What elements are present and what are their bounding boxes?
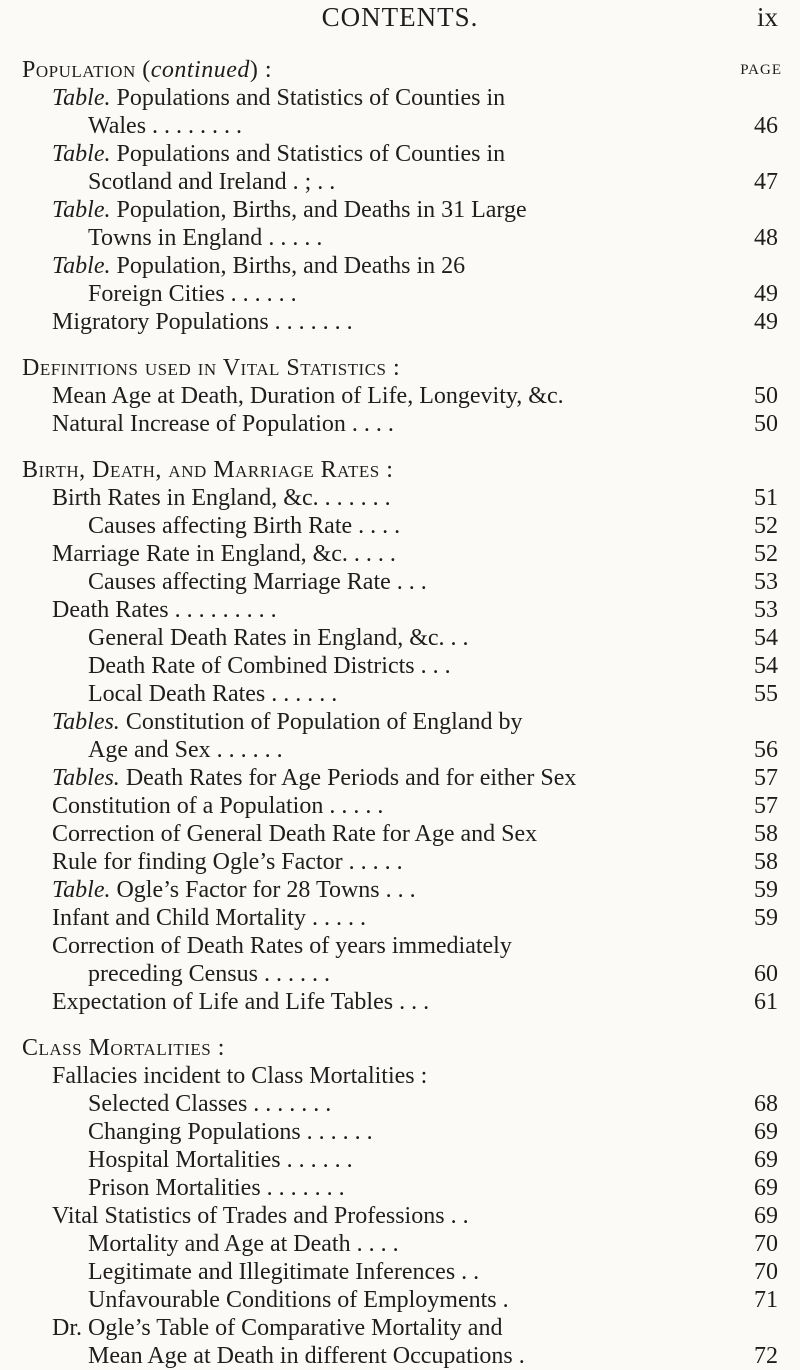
entry-title: Legitimate and Illegitimate Inferences <box>88 1259 456 1285</box>
entry-label: Tables. <box>52 765 120 791</box>
entry-title-cont: Wales <box>88 113 147 139</box>
entry-title: Local Death Rates <box>88 681 266 707</box>
entry-text <box>52 764 576 792</box>
toc-entry <box>0 1202 800 1230</box>
entry-text <box>52 988 429 1016</box>
entry-text <box>52 904 366 932</box>
entry-title: Ogle’s Factor for 28 Towns <box>116 877 380 903</box>
page-number: 52 <box>754 541 778 567</box>
toc-entry <box>0 820 800 848</box>
page-number: 56 <box>754 737 778 763</box>
page-number-roman: ix <box>756 2 778 32</box>
entry-title: Expectation of Life and Life Tables <box>52 989 394 1015</box>
toc-entry <box>0 1062 800 1090</box>
entry-title: Causes affecting Marriage Rate <box>88 569 391 595</box>
page-number: 59 <box>754 877 778 903</box>
toc-entry <box>0 568 800 596</box>
leader-dots: . . . <box>393 989 430 1015</box>
leader-dots: . . . . . . <box>257 961 330 987</box>
page-number: 48 <box>754 225 778 251</box>
entry-text <box>52 382 564 410</box>
entry-title: Unfavourable Conditions of Employments <box>88 1287 497 1313</box>
page-number: 58 <box>754 849 778 875</box>
leader-dots: . . <box>444 1203 469 1229</box>
entry-text <box>52 876 416 904</box>
leader-dots: . . . . <box>345 411 394 437</box>
entry-text <box>52 1314 502 1342</box>
entry-continuation <box>88 736 283 764</box>
page-number: 71 <box>754 1287 778 1313</box>
entry-text <box>52 932 512 960</box>
entry-title: Migratory Populations <box>52 309 269 335</box>
entry-text <box>52 84 505 112</box>
toc-entry-continuation <box>0 112 800 140</box>
toc-entry <box>0 1258 800 1286</box>
page-number: 53 <box>754 597 778 623</box>
entry-title: Populations and Statistics of Counties in <box>116 141 506 167</box>
entry-text <box>88 1286 509 1314</box>
entry-title-cont: preceding Census <box>88 961 258 987</box>
entry-title: Constitution of a Population <box>52 793 324 819</box>
toc-entry <box>0 792 800 820</box>
page-number: 57 <box>754 765 778 791</box>
page-number: 53 <box>754 569 778 595</box>
toc-entry-continuation <box>0 224 800 252</box>
entry-title: Infant and Child Mortality <box>52 905 306 931</box>
leader-dots: . . . . . <box>305 905 366 931</box>
leader-dots: . . . . . . <box>265 681 338 707</box>
entry-title: Dr. Ogle’s Table of Comparative Mortality and <box>52 1315 503 1341</box>
entry-text <box>88 1258 479 1286</box>
entry-title: Hospital Mortalities <box>88 1147 281 1173</box>
entry-title: Changing Populations <box>88 1119 301 1145</box>
page-number: 52 <box>754 513 778 539</box>
page-number: 54 <box>754 625 778 651</box>
page-number: 69 <box>754 1119 778 1145</box>
entry-text <box>52 596 277 624</box>
entry-text <box>52 410 394 438</box>
section-heading-text: Definitions used in Vital Statistics : <box>22 355 401 381</box>
leader-dots: . . . . . . . . . <box>168 597 277 623</box>
entry-text <box>52 1062 427 1090</box>
entry-title: Birth Rates in England, &c. <box>52 485 319 511</box>
entry-text <box>88 624 469 652</box>
entry-text <box>52 1202 469 1230</box>
leader-dots: . . . . . . . . <box>146 113 243 139</box>
running-head-title: CONTENTS. <box>321 2 479 32</box>
section-heading <box>0 354 800 382</box>
entry-continuation <box>88 960 330 988</box>
section-heading <box>0 456 800 484</box>
toc-entry <box>0 540 800 568</box>
toc-entry <box>0 624 800 652</box>
entry-title: Death Rates <box>52 597 169 623</box>
page-number: 70 <box>754 1259 778 1285</box>
leader-dots: . . . <box>390 569 427 595</box>
entry-label: Table. <box>52 253 111 279</box>
toc-entry <box>0 140 800 168</box>
running-head <box>0 2 800 42</box>
leader-dots: . . . . <box>350 1231 399 1257</box>
page-number: 49 <box>754 309 778 335</box>
entry-continuation <box>88 1342 525 1370</box>
entry-text <box>52 308 353 336</box>
page-number: 58 <box>754 821 778 847</box>
entry-text <box>52 792 383 820</box>
page-column-label: PAGE <box>740 62 782 78</box>
page-number: 47 <box>754 169 778 195</box>
entry-text <box>88 1090 331 1118</box>
entry-text <box>52 484 391 512</box>
entry-title-cont: Mean Age at Death in different Occupations <box>88 1343 513 1369</box>
toc-entry <box>0 512 800 540</box>
toc-entry <box>0 252 800 280</box>
leader-dots: . . . . . <box>342 849 403 875</box>
entry-title: Death Rate of Combined Districts <box>88 653 415 679</box>
entry-title: Population, Births, and Deaths in 31 Large <box>116 197 527 223</box>
toc-entry-continuation <box>0 168 800 196</box>
page-number: 69 <box>754 1203 778 1229</box>
toc-entry <box>0 848 800 876</box>
toc-entry <box>0 1286 800 1314</box>
leader-dots: . . . . <box>352 513 401 539</box>
entry-title: Mean Age at Death, Duration of Life, Longevity, &c. <box>52 383 564 409</box>
entry-title: Causes affecting Birth Rate <box>88 513 353 539</box>
entry-text <box>88 652 451 680</box>
entry-title: Death Rates for Age Periods and for either Sex <box>125 765 577 791</box>
entry-label: Table. <box>52 85 111 111</box>
page-number: 72 <box>754 1343 778 1369</box>
toc-entry <box>0 382 800 410</box>
leader-dots: . . . . . . <box>210 737 283 763</box>
toc-entry <box>0 764 800 792</box>
page-number: 61 <box>754 989 778 1015</box>
page-number: 50 <box>754 411 778 437</box>
page-number: 46 <box>754 113 778 139</box>
section-heading <box>0 1034 800 1062</box>
leader-dots: . . . <box>379 877 416 903</box>
page-number: 51 <box>754 485 778 511</box>
section-heading <box>0 56 800 84</box>
toc-entry-continuation <box>0 280 800 308</box>
leader-dots: . <box>496 1287 509 1313</box>
toc-entry-continuation <box>0 960 800 988</box>
entry-title-cont: Foreign Cities <box>88 281 225 307</box>
entry-text <box>88 568 427 596</box>
entry-title: Population, Births, and Deaths in 26 <box>116 253 466 279</box>
leader-dots: . . . . . . . <box>260 1175 345 1201</box>
entry-label: Tables. <box>52 709 120 735</box>
toc-entry <box>0 876 800 904</box>
page-number: 54 <box>754 653 778 679</box>
leader-dots: . . <box>444 625 469 651</box>
entry-title: Selected Classes <box>88 1091 248 1117</box>
toc-entry <box>0 1090 800 1118</box>
page-number: 55 <box>754 681 778 707</box>
entry-title: Correction of Death Rates of years immediately <box>52 933 512 959</box>
entry-text <box>88 680 337 708</box>
entry-title: Fallacies incident to Class Mortalities : <box>52 1063 428 1089</box>
section-gap <box>0 1016 800 1034</box>
entry-title-cont: Towns in England <box>88 225 263 251</box>
toc-entry <box>0 308 800 336</box>
entry-title: Rule for finding Ogle’s Factor <box>52 849 343 875</box>
leader-dots: . . . . . . . <box>247 1091 332 1117</box>
leader-dots: . . . . . . . <box>268 309 353 335</box>
entry-continuation <box>88 224 322 252</box>
entry-text <box>88 1118 373 1146</box>
entry-text <box>52 848 403 876</box>
page-number: 49 <box>754 281 778 307</box>
section-heading-text: Class Mortalities : <box>22 1035 225 1061</box>
leader-dots: . ; . . <box>286 169 336 195</box>
toc-entry <box>0 1118 800 1146</box>
toc-entry <box>0 1146 800 1174</box>
entry-text <box>52 252 465 280</box>
entry-text <box>52 708 522 736</box>
entry-continuation <box>88 280 297 308</box>
toc-entry <box>0 652 800 680</box>
leader-dots: . . . . . . <box>280 1147 353 1173</box>
toc-entry <box>0 84 800 112</box>
toc-entry <box>0 904 800 932</box>
entry-text <box>88 512 400 540</box>
page-number: 69 <box>754 1147 778 1173</box>
toc-entry <box>0 1174 800 1202</box>
entry-title-cont: Scotland and Ireland <box>88 169 287 195</box>
section-heading-text: Birth, Death, and Marriage Rates : <box>22 457 394 483</box>
leader-dots: . . <box>455 1259 480 1285</box>
entry-title: Constitution of Population of England by <box>125 709 523 735</box>
entry-title: Prison Mortalities <box>88 1175 261 1201</box>
entry-text <box>52 196 527 224</box>
toc-entry <box>0 410 800 438</box>
entry-label: Table. <box>52 197 111 223</box>
entry-continuation <box>88 112 242 140</box>
section-heading-text: Population (continued) : <box>22 57 273 83</box>
section-gap <box>0 336 800 354</box>
entry-title: Populations and Statistics of Counties in <box>116 85 506 111</box>
toc-entry-continuation <box>0 736 800 764</box>
entry-title: Natural Increase of Population <box>52 411 346 437</box>
entry-title: Marriage Rate in England, &c. <box>52 541 348 567</box>
page-number: 57 <box>754 793 778 819</box>
toc-entry <box>0 1230 800 1258</box>
entry-text <box>88 1146 353 1174</box>
toc-entry <box>0 932 800 960</box>
leader-dots: . <box>512 1343 525 1369</box>
entry-continuation <box>88 168 335 196</box>
entry-title: Correction of General Death Rate for Age and Sex <box>52 821 538 847</box>
table-of-contents <box>0 56 800 1370</box>
toc-entry <box>0 484 800 512</box>
entry-text <box>88 1230 399 1258</box>
leader-dots: . . . . . . <box>318 485 391 511</box>
entry-title: General Death Rates in England, &c. <box>88 625 445 651</box>
entry-title: Mortality and Age at Death <box>88 1231 351 1257</box>
entry-title: Vital Statistics of Trades and Professions <box>52 1203 445 1229</box>
page-number: 60 <box>754 961 778 987</box>
entry-label: Table. <box>52 141 111 167</box>
page-number: 59 <box>754 905 778 931</box>
leader-dots: . . . . <box>347 541 396 567</box>
toc-entry <box>0 680 800 708</box>
section-gap <box>0 438 800 456</box>
entry-title-cont: Age and Sex <box>88 737 211 763</box>
entry-label: Table. <box>52 877 111 903</box>
entry-text <box>52 540 396 568</box>
toc-entry-continuation <box>0 1342 800 1370</box>
toc-entry <box>0 196 800 224</box>
page-number: 68 <box>754 1091 778 1117</box>
toc-entry <box>0 708 800 736</box>
page-number: 70 <box>754 1231 778 1257</box>
page-number: 50 <box>754 383 778 409</box>
toc-entry <box>0 988 800 1016</box>
leader-dots: . . . . . <box>323 793 384 819</box>
entry-text <box>52 140 505 168</box>
entry-text <box>52 820 537 848</box>
leader-dots: . . . . . <box>262 225 323 251</box>
entry-text <box>88 1174 345 1202</box>
leader-dots: . . . . . . <box>224 281 297 307</box>
toc-entry <box>0 1314 800 1342</box>
page-number: 69 <box>754 1175 778 1201</box>
leader-dots: . . . <box>414 653 451 679</box>
toc-entry <box>0 596 800 624</box>
leader-dots: . . . . . . <box>300 1119 373 1145</box>
